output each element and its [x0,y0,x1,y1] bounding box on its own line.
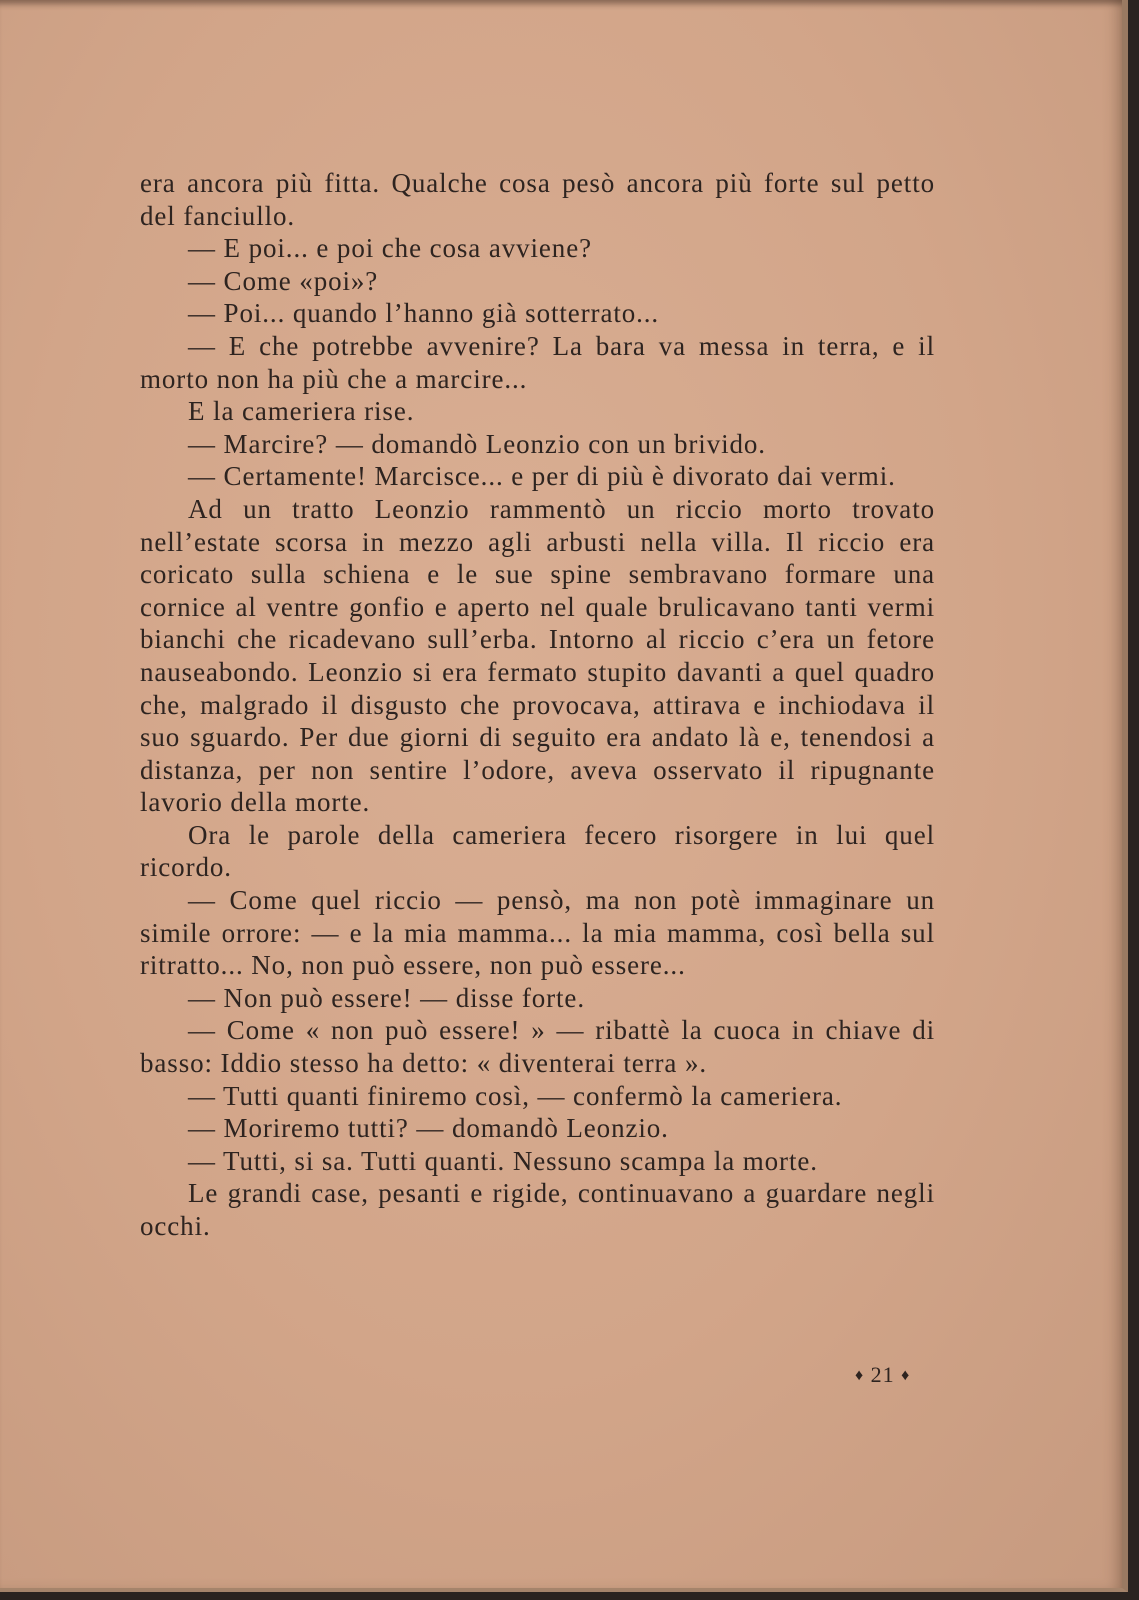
paragraph: era ancora più fitta. Qualche cosa pesò ancora più forte sul petto del fanciullo. [140,168,935,231]
paragraph: — Moriremo tutti? — domandò Leonzio. [188,1113,669,1144]
paragraph: — Marcire? — domandò Leonzio con un brivido. [188,428,766,459]
paragraph: — Come quel riccio — pensò, ma non potè immaginare un simile orrore: — e la mia mamma... la mia mamma, così bella sul ritratto... No, non può essere, non può essere... [140,885,935,981]
paragraph: — E poi... e poi che cosa avviene? [188,233,592,264]
paragraph: — Non può essere! — disse forte. [188,982,585,1013]
page-number-value: 21 [870,1362,895,1387]
page-number [855,1362,910,1388]
paragraph: — Poi... quando l’hanno già sotterrato... [188,298,660,329]
paragraph: — Certamente! Marcisce... e per di più è divorato dai vermi. [188,461,896,492]
diamond-ornament-icon: ♦ [855,1367,865,1384]
paragraph: — Come «poi»? [188,265,379,296]
paragraph: Ad un tratto Leonzio rammentò un riccio morto trovato nell’estate scorsa in mezzo agli arbusti nella villa. Il riccio era coricato sulla schiena e le sue spine sembravano formare una cornice al ventre gonfio e aperto nel quale brulicavano tanti vermi bianchi che ricadevano sull’erba. Intorno al riccio c’era un fetore nauseabondo. Leonzio si era fermato stupito davanti a quel quadro che, malgrado il disgusto che provocava, attirava e inchiodava il suo sguardo. Per due giorni di seguito era andato là e, tenendosi a distanza, per non sentire l’odore, aveva osservato il ripugnante lavorio della morte. [140,493,935,818]
paragraph: Le grandi case, pesanti e rigide, continuavano a guardare negli occhi. [140,1178,935,1241]
body-text [140,167,935,1243]
paragraph: — Tutti, si sa. Tutti quanti. Nessuno scampa la morte. [188,1145,818,1176]
paragraph: Ora le parole della cameriera fecero risorgere in lui quel ricordo. [140,819,935,883]
diamond-ornament-icon: ♦ [901,1367,911,1384]
paragraph: E la cameriera rise. [188,396,415,427]
paragraph: — Tutti quanti finiremo così, — confermò la cameriera. [188,1080,843,1111]
paragraph: — E che potrebbe avvenire? La bara va messa in terra, e il morto non ha più che a marcire... [140,330,935,394]
paragraph: — Come « non può essere! » — ribattè la cuoca in chiave di basso: Iddio stesso ha detto: « diventerai terra ». [140,1015,935,1079]
